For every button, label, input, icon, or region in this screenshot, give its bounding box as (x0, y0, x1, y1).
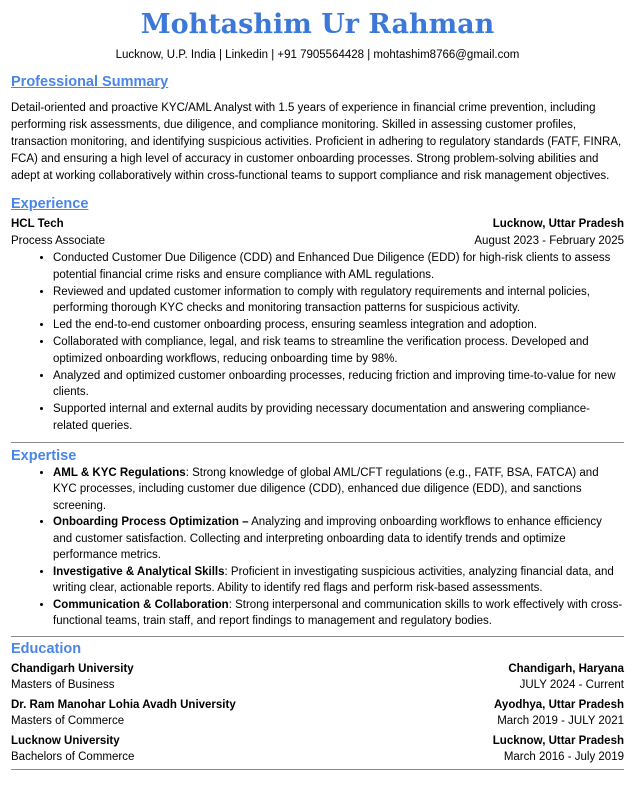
expertise-bullet (53, 465, 624, 515)
education-degree-row (11, 713, 624, 730)
education-school: Chandigarh University (11, 662, 134, 675)
education-location: Lucknow, Uttar Pradesh (492, 734, 624, 747)
expertise-bullet (53, 597, 624, 630)
bottom-divider (11, 769, 624, 770)
experience-bullet: • Led the end-to-end customer onboarding process, ensuring seamless integration and adoption. (53, 317, 624, 334)
education-location: Ayodhya, Uttar Pradesh (494, 698, 624, 711)
experience-location: Lucknow, Uttar Pradesh (492, 218, 624, 230)
education-degree-row (11, 749, 624, 766)
expertise-bullet-title: Communication & Collaboration (53, 598, 229, 611)
education-location: Chandigarh, Haryana (508, 662, 624, 675)
expertise-bullet-list (11, 465, 624, 630)
section-heading-expertise: Expertise (11, 447, 77, 464)
experience-dates: August 2023 - February 2025 (474, 235, 624, 247)
section-heading-professional-summary: Professional Summary (11, 74, 169, 90)
experience-bullet: • Conducted Customer Due Diligence (CDD) and Enhanced Due Diligence (EDD) for high-risk clients to assess potential financial crime risks and ensure compliance with AML regulations. (53, 250, 624, 284)
education-degree: Masters of Commerce (11, 715, 125, 728)
experience-bullet: • Analyzed and optimized customer onboarding processes, reducing friction and improving time-to-value for new clients. (53, 368, 624, 402)
experience-company: HCL Tech (11, 218, 64, 230)
section-divider (11, 442, 624, 443)
education-school-row (11, 661, 624, 678)
expertise-bullet-title: Onboarding Process Optimization – (53, 516, 249, 529)
education-degree: Bachelors of Commerce (11, 751, 135, 764)
professional-summary-text: Detail-oriented and proactive KYC/AML Analyst with 1.5 years of experience in financial crime prevention, including performing risk assessments, due diligence, and compliance monitoring. Skilled in assessing customer profiles, transaction monitoring, and identifying suspicious activities. Proficient in adhering to regulatory standards (FATF, FINRA, FCA) and ensuring a high level of accuracy in customer onboarding processes. Strong problem-solving abilities and adept at working collaboratively within cross-functional teams to support compliance and risk management objectives. (11, 102, 622, 182)
education-school-row (11, 697, 624, 714)
education-list (11, 661, 624, 766)
education-school: Dr. Ram Manohar Lohia Avadh University (11, 698, 236, 711)
experience-role-row (11, 233, 624, 250)
experience-role: Process Associate (11, 235, 105, 247)
experience-bullet: • Supported internal and external audits by providing necessary documentation and answering compliance-related queries. (53, 401, 624, 435)
education-degree: Masters of Business (11, 679, 115, 692)
education-school: Lucknow University (11, 734, 120, 747)
expertise-bullet (53, 564, 624, 597)
expertise-bullet-text: Analyzing and improving onboarding workflows to enhance efficiency and customer satisfaction. Collecting and interpreting onboarding data to identify trends and optimize performance metrics. (53, 516, 602, 562)
expertise-bullet-title: AML & KYC Regulations (53, 466, 186, 479)
resume-name-title: Mohtashim Ur Rahman (140, 9, 495, 40)
expertise-bullet (53, 514, 624, 564)
education-school-row (11, 733, 624, 750)
education-dates: March 2016 - July 2019 (503, 751, 624, 764)
education-entry (11, 733, 624, 766)
education-entry (11, 697, 624, 730)
experience-company-row (11, 216, 624, 233)
experience-bullet-list (11, 250, 624, 435)
experience-bullet: • Reviewed and updated customer information to comply with regulatory requirements and internal policies, performing thorough KYC checks and monitoring transaction patterns for suspicious activity. (53, 284, 624, 318)
experience-bullet: • Collaborated with compliance, legal, and risk teams to streamline the verification process. Developed and optimized onboarding workflows, reducing onboarding time by 98%. (53, 334, 624, 368)
expertise-bullet-title: Investigative & Analytical Skills (53, 565, 225, 578)
education-degree-row (11, 677, 624, 694)
contact-line: Lucknow, U.P. India | Linkedin | +91 7905564428 | mohtashim8766@gmail.com (115, 49, 520, 61)
section-heading-education: Education (11, 640, 82, 657)
expertise-bullet-text: : Strong knowledge of global AML/CFT regulations (e.g., FATF, BSA, FATCA) and KYC processes, including customer due diligence (CDD), enhanced due diligence (EDD), and sanctions screening. (53, 466, 599, 512)
education-dates: JULY 2024 - Current (519, 679, 624, 692)
section-heading-experience: Experience (11, 196, 89, 212)
expertise-bullet-text: : Strong interpersonal and communication skills to work effectively with cross-functional teams, train staff, and report findings to management and regulatory bodies. (53, 598, 623, 628)
education-dates: March 2019 - JULY 2021 (497, 715, 624, 728)
education-entry (11, 661, 624, 694)
section-divider (11, 636, 624, 637)
expertise-bullet-text: : Proficient in investigating suspicious activities, analyzing financial data, and writing clear, actionable reports. Ability to identify red flags and perform risk-based assessments. (53, 565, 614, 595)
